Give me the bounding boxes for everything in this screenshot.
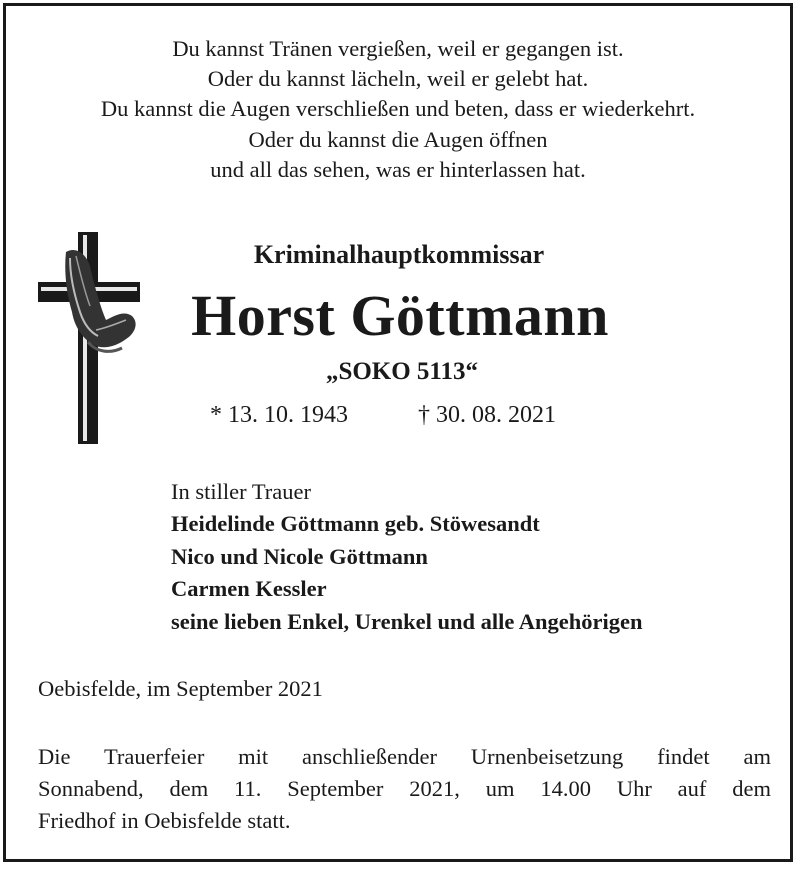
poem-line: Du kannst Tränen vergießen, weil er gegangen ist.	[172, 36, 624, 61]
place-and-date: Oebisfelde, im September 2021	[38, 676, 323, 701]
mourners-intro: In stiller Trauer	[171, 479, 311, 504]
poem	[6, 34, 790, 185]
birth-date: * 13. 10. 1943	[210, 402, 348, 428]
mourner-name: Carmen Kessler	[171, 576, 327, 602]
mourners-list	[171, 476, 643, 638]
poem-line: Oder du kannst lächeln, weil er gelebt hat.	[207, 66, 589, 92]
funeral-service-info	[38, 741, 771, 837]
service-line: Die Trauerfeier mit anschließender Urnenbeisetzung findet am	[38, 744, 771, 769]
deceased-name: Horst Göttmann	[191, 283, 609, 348]
poem-line: Oder du kannst die Augen öffnen	[248, 126, 548, 152]
poem-line: Du kannst die Augen verschließen und beten, dass er wiederkehrt.	[100, 96, 696, 122]
mourner-name: seine lieben Enkel, Urenkel und alle Angehörigen	[171, 608, 643, 634]
obituary-notice	[3, 3, 793, 862]
mourner-name: Heidelinde Göttmann geb. Stöwesandt	[171, 511, 540, 537]
death-date: † 30. 08. 2021	[418, 402, 556, 428]
poem-line: und all das sehen, was er hinterlassen hat.	[210, 156, 586, 182]
job-title: Kriminalhauptkommissar	[253, 240, 545, 269]
nickname: „SOKO 5113“	[325, 358, 479, 385]
service-line: Friedhof in Oebisfelde statt.	[38, 808, 291, 833]
mourner-name: Nico und Nicole Göttmann	[171, 543, 428, 569]
service-line: Sonnabend, dem 11. September 2021, um 14.00 Uhr auf dem	[38, 776, 771, 801]
